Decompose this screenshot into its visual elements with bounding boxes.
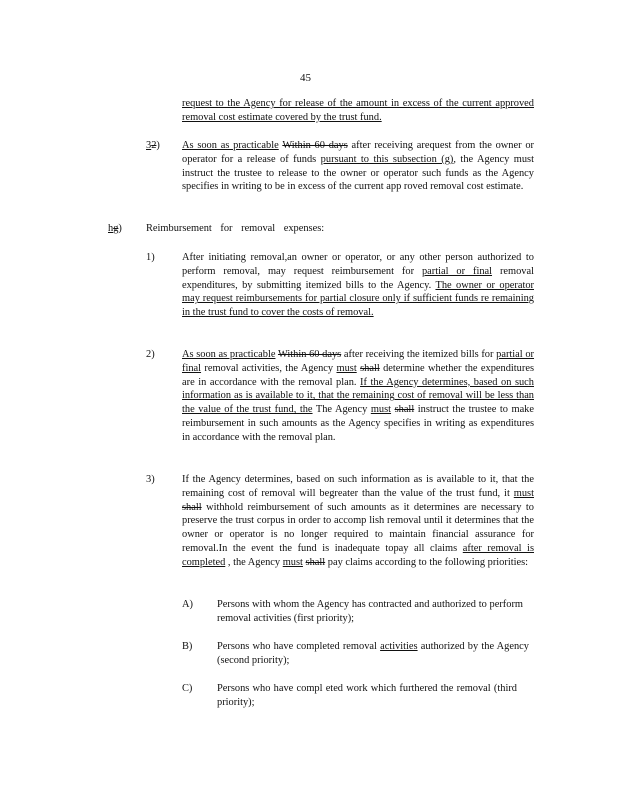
inserted-text: pursuant to this subsection (g) bbox=[320, 153, 454, 165]
inserted-text: partial or final bbox=[182, 349, 535, 374]
inserted-text: activities bbox=[380, 641, 418, 652]
deleted-text: shall bbox=[305, 556, 326, 568]
inserted-text: after removal is completed bbox=[182, 542, 534, 568]
item-2-paragraph: As soon as practicable Within 60 days after receiving the itemized bills for partial or final removal activities, the Agency must shall determine whether the expenditures are in accordance with the removal plan. If the Agency determines, based on such information as is available to it, that the remaining cost of removal will be less than the value of the trust fund, the The Agency must shall instruct the trustee to make reimbursement in such amounts as the Agency specifies in writing as expenditures in accordance with the removal plan. bbox=[182, 349, 535, 443]
item-3-2-paragraph: As soon as practicable Within 60 days after receiving arequest from the owner or operator for a release of funds pursuant to this subsection (g), the Agency must instruct the trustee to release to the owner or operator such funds as the Agency specifies in writing to be in excess of the current app roved removal cost estimate. bbox=[182, 140, 534, 193]
item-3-2-label: 32) bbox=[146, 140, 160, 151]
intro-paragraph bbox=[182, 97, 534, 125]
inserted-text: must bbox=[370, 404, 392, 416]
priority-b-text: Persons who have completed removal activities authorized by the Agency (second priority); bbox=[217, 641, 529, 666]
page-number: 45 bbox=[300, 72, 311, 84]
item-3-label: 3) bbox=[146, 474, 155, 485]
deleted-text: shall bbox=[360, 362, 380, 374]
item-1-label: 1) bbox=[146, 252, 155, 263]
inserted-text: partial or final bbox=[421, 265, 493, 277]
deleted-text: shall bbox=[182, 501, 202, 513]
inserted-text: must bbox=[336, 362, 357, 374]
deleted-text: Within 60 days bbox=[277, 349, 342, 360]
priority-c-label: C) bbox=[182, 683, 193, 694]
priority-a-label: A) bbox=[182, 599, 193, 610]
section-h-title: Reimbursement for removal expenses: bbox=[146, 223, 325, 234]
section-h-label: hg) bbox=[108, 223, 122, 234]
inserted-text: If the Agency determines, based on such information as is available to it, that the remaining cost of removal will be less than the value of the trust fund, the bbox=[182, 376, 534, 416]
inserted-text: must bbox=[282, 556, 303, 568]
inserted-text: As soon as practicable bbox=[182, 349, 276, 360]
inserted-label: 3 bbox=[146, 140, 152, 151]
inserted-text: As soon as practicable bbox=[182, 140, 279, 151]
inserted-text: must bbox=[513, 487, 534, 499]
priority-c-text: Persons who have compl eted work which furthered the removal (third priority); bbox=[217, 683, 517, 708]
item-2-label: 2) bbox=[146, 349, 155, 360]
deleted-label: 2 bbox=[151, 140, 157, 151]
priority-a-text: Persons with whom the Agency has contracted and authorized to perform removal activities (first priority); bbox=[217, 599, 523, 624]
inserted-label: h bbox=[108, 223, 114, 234]
deleted-text: Within 60 days bbox=[282, 140, 348, 151]
inserted-text: The owner or operator may request reimbursements for partial closure only if sufficient funds re remaining in the trust fund to cover the costs of removal. bbox=[182, 279, 534, 319]
deleted-label: g bbox=[113, 223, 119, 234]
priority-b-label: B) bbox=[182, 641, 193, 652]
item-1-paragraph: After initiating removal,an owner or operator, or any other person authorized to perform removal, may request reimbursement for partial or final removal expenditures, by submitting itemized bills to the Agency. The owner or operator may request reimbursements for partial closure only if sufficient funds re remaining in the trust fund to cover the costs of removal. bbox=[182, 252, 534, 319]
inserted-text: request to the Agency for release of the amount in excess of the current approved removal cost estimate covered by the trust fund. bbox=[182, 98, 534, 123]
deleted-text: shall bbox=[394, 404, 415, 416]
item-3-paragraph: If the Agency determines, based on such information as is available to it, that the remaining cost of removal will begreater than the value of the trust fund, it must shall withhold reimbursement of such amounts as it determines are necessary to preserve the trust corpus in order to accomp lish removal until it determines that the owner or operator is no longer required to maintain financial assurance for removal.In the event the fund is inadequate topay all claims after removal is completed , the Agency must shall pay claims according to the following priorities: bbox=[182, 474, 534, 568]
